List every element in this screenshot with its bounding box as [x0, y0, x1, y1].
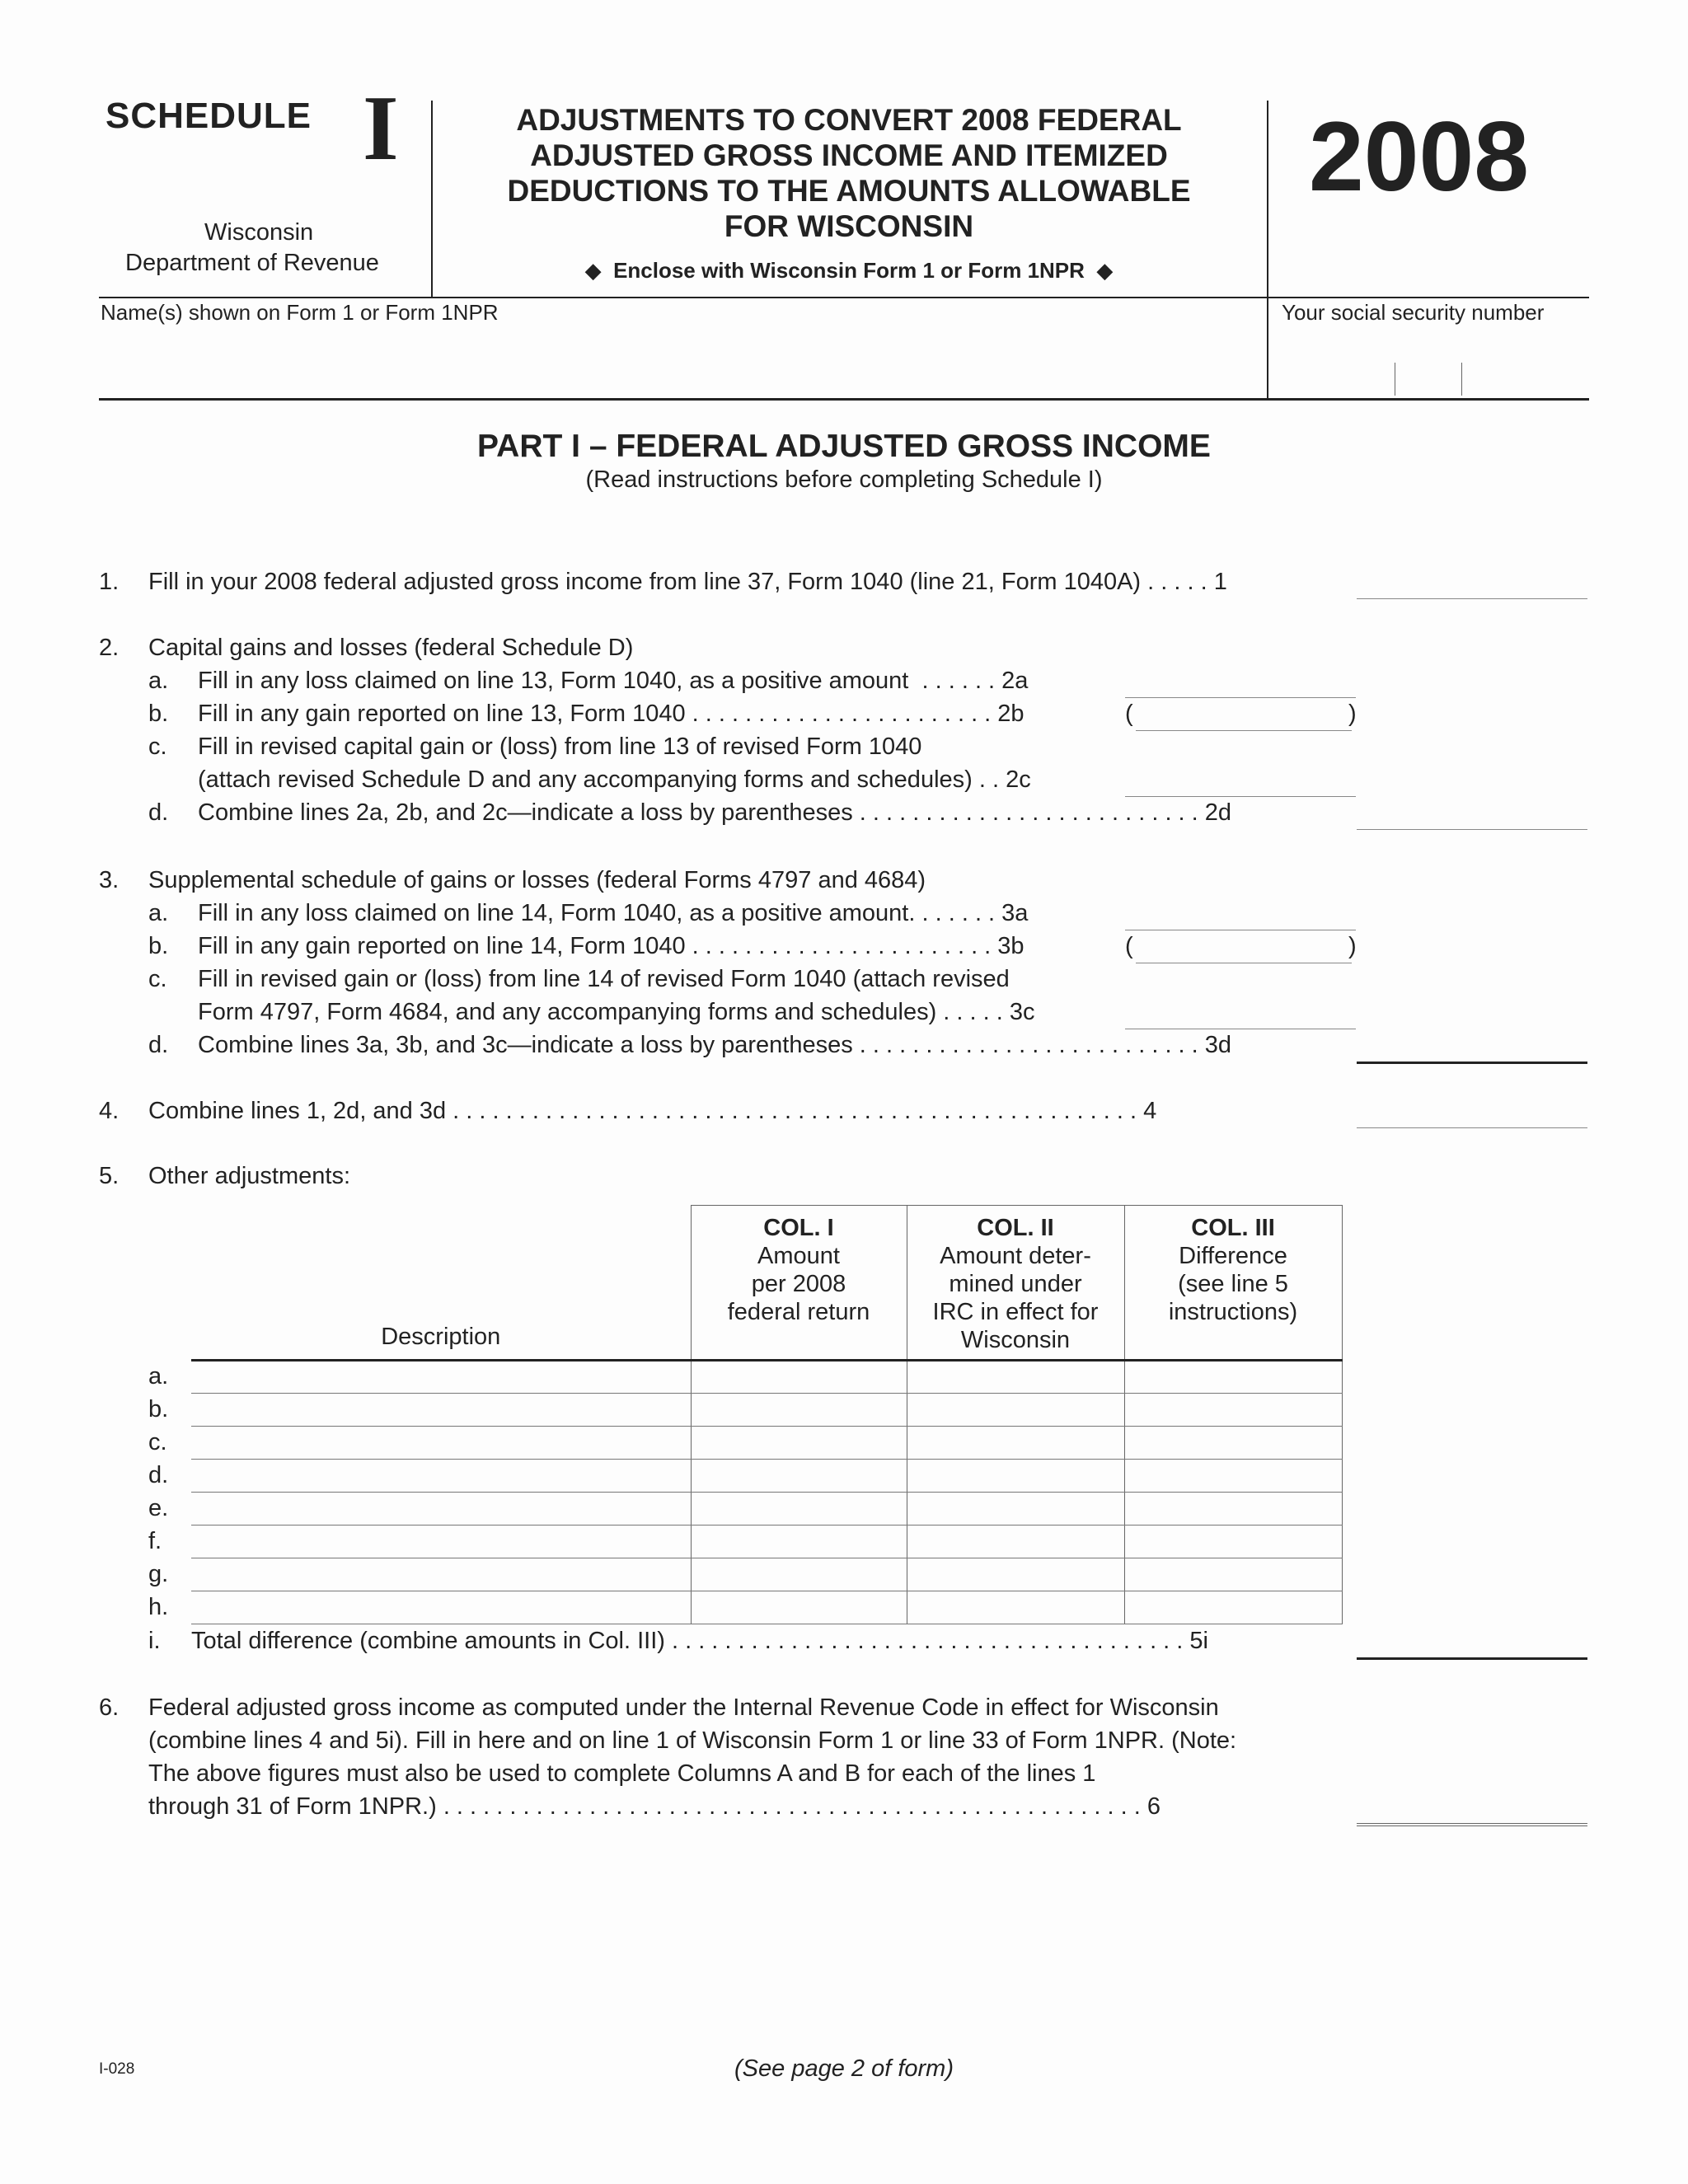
line-letter: a.	[148, 900, 169, 926]
line-letter: d.	[148, 799, 169, 826]
row-letter: f.	[148, 1528, 162, 1554]
line-letter: c.	[148, 966, 167, 992]
row-letter: a.	[148, 1363, 169, 1390]
table-row	[191, 1591, 1342, 1624]
description-cell[interactable]	[191, 1427, 691, 1460]
form-title	[437, 102, 1261, 244]
name-label: Name(s) shown on Form 1 or Form 1NPR	[101, 300, 499, 325]
paren-close: )	[1348, 933, 1357, 959]
col-3-cell[interactable]	[1124, 1394, 1342, 1427]
col-1-cell[interactable]	[691, 1427, 907, 1460]
header-rule	[99, 297, 1589, 298]
paren-open: (	[1125, 933, 1133, 959]
line-3d-label: Combine lines 3a, 3b, and 3c—indicate a loss by parentheses . . . . . . . . . . . . . . . . . . . . . . . . . . 3d	[198, 1032, 1232, 1058]
table-row	[191, 1361, 1342, 1394]
description-cell[interactable]	[191, 1493, 691, 1526]
title-line: ADJUSTED GROSS INCOME AND ITEMIZED	[530, 138, 1168, 172]
see-page-note: (See page 2 of form)	[734, 2055, 954, 2082]
col-2-cell[interactable]	[907, 1526, 1124, 1558]
line-letter: b.	[148, 933, 169, 959]
year: 2008	[1309, 101, 1529, 212]
diamond-icon: ◆	[1084, 258, 1114, 283]
col-1-header	[691, 1206, 907, 1361]
line-3c-label-cont: Form 4797, Form 4684, and any accompanying forms and schedules) . . . . . 3c	[198, 999, 1035, 1025]
col-3-cell[interactable]	[1124, 1361, 1342, 1394]
line-letter: c.	[148, 733, 167, 760]
line-5-label: Other adjustments:	[148, 1163, 350, 1189]
paren-open: (	[1125, 701, 1133, 727]
line-number: 3.	[99, 867, 120, 893]
col-2-cell[interactable]	[907, 1493, 1124, 1526]
line-3a-amount[interactable]	[1125, 900, 1356, 930]
part1-subtitle: (Read instructions before completing Schedule I)	[585, 466, 1103, 493]
line-4-amount[interactable]	[1357, 1098, 1587, 1128]
col-2-title: COL. II	[977, 1215, 1054, 1241]
col-1-line: Amount	[757, 1243, 840, 1269]
col-2-line: Wisconsin	[960, 1327, 1071, 1353]
col-2-cell[interactable]	[907, 1361, 1124, 1394]
col-3-cell[interactable]	[1124, 1558, 1342, 1591]
description-cell[interactable]	[191, 1394, 691, 1427]
line-2d-amount[interactable]	[1357, 799, 1587, 830]
col-2-header	[907, 1206, 1124, 1361]
row-letters	[148, 1362, 190, 1626]
line-5i-label: Total difference (combine amounts in Col. III) . . . . . . . . . . . . . . . . . . . . . . . . . . . . . . . . . . . . . . . 5i	[191, 1628, 1208, 1654]
title-line: DEDUCTIONS TO THE AMOUNTS ALLOWABLE	[507, 174, 1191, 208]
line-letter: a.	[148, 668, 169, 694]
paren-close: )	[1348, 701, 1357, 727]
col-2-cell[interactable]	[907, 1558, 1124, 1591]
col-3-title: COL. III	[1191, 1215, 1275, 1241]
description-cell[interactable]	[191, 1460, 691, 1493]
col-1-cell[interactable]	[691, 1526, 907, 1558]
line-3b-amount[interactable]	[1136, 933, 1352, 963]
line-1-amount[interactable]	[1357, 569, 1587, 599]
line-letter: d.	[148, 1032, 169, 1058]
col-2-cell[interactable]	[907, 1427, 1124, 1460]
line-number: 2.	[99, 635, 120, 661]
row-letter: e.	[148, 1495, 169, 1521]
description-cell[interactable]	[191, 1558, 691, 1591]
col-1-title: COL. I	[763, 1215, 834, 1241]
line-6-label-cont: through 31 of Form 1NPR.) . . . . . . . . . . . . . . . . . . . . . . . . . . . . . . . . . . . . . . . . . . . . . . . . . . . . . 6	[148, 1793, 1160, 1820]
col-1-cell[interactable]	[691, 1361, 907, 1394]
col-1-cell[interactable]	[691, 1394, 907, 1427]
line-6-label: Federal adjusted gross income as computed under the Internal Revenue Code in effect for Wisconsin	[148, 1694, 1219, 1721]
line-6-label-cont: (combine lines 4 and 5i). Fill in here and on line 1 of Wisconsin Form 1 or line 33 of Form 1NPR. (Note:	[148, 1727, 1237, 1754]
agency-line-1: Wisconsin	[204, 219, 314, 246]
diamond-icon: ◆	[584, 258, 614, 283]
col-2-cell[interactable]	[907, 1394, 1124, 1427]
name-field[interactable]	[101, 328, 1254, 396]
col-3-cell[interactable]	[1124, 1427, 1342, 1460]
col-3-header	[1124, 1206, 1342, 1361]
col-3-cell[interactable]	[1124, 1591, 1342, 1624]
col-2-line: mined under	[949, 1271, 1082, 1297]
description-cell[interactable]	[191, 1591, 691, 1624]
line-letter: b.	[148, 701, 169, 727]
description-header-label: Description	[381, 1324, 501, 1350]
col-3-line: Difference	[1179, 1243, 1287, 1269]
row-letter: h.	[148, 1594, 169, 1620]
header-divider-left	[431, 101, 433, 297]
line-2-label: Capital gains and losses (federal Schedule D)	[148, 635, 634, 661]
line-number: 6.	[99, 1694, 120, 1721]
description-header	[191, 1206, 691, 1361]
line-number: 5.	[99, 1163, 120, 1189]
table-row	[191, 1558, 1342, 1591]
line-number: 4.	[99, 1098, 120, 1124]
line-letter: i.	[148, 1628, 161, 1654]
table-row	[191, 1394, 1342, 1427]
ssn-separator	[1461, 363, 1462, 396]
line-6-amount[interactable]	[1357, 1793, 1587, 1826]
col-2-cell[interactable]	[907, 1460, 1124, 1493]
col-3-cell[interactable]	[1124, 1526, 1342, 1558]
schedule-letter: I	[363, 77, 399, 180]
line-1-label: Fill in your 2008 federal adjusted gross income from line 37, Form 1040 (line 21, Form 1040A) . . . . . 1	[148, 569, 1227, 595]
col-1-cell[interactable]	[691, 1558, 907, 1591]
line-2b-amount[interactable]	[1136, 701, 1352, 731]
col-2-cell[interactable]	[907, 1591, 1124, 1624]
row-letter: c.	[148, 1429, 167, 1455]
line-2c-label: Fill in revised capital gain or (loss) from line 13 of revised Form 1040	[198, 733, 922, 760]
table-row	[191, 1493, 1342, 1526]
adjustments-table	[191, 1205, 1343, 1624]
col-2-line: Amount deter-	[940, 1243, 1091, 1269]
line-5i-amount[interactable]	[1357, 1628, 1587, 1660]
line-2b-label: Fill in any gain reported on line 13, Form 1040 . . . . . . . . . . . . . . . . . . . . . . . 2b	[198, 701, 1025, 727]
col-1-cell[interactable]	[691, 1591, 907, 1624]
part1-title: PART I – FEDERAL ADJUSTED GROSS INCOME	[477, 429, 1211, 464]
row-letter: b.	[148, 1396, 169, 1422]
schedule-word: SCHEDULE	[106, 96, 312, 136]
ssn-field[interactable]	[1278, 328, 1582, 396]
col-1-line: federal return	[727, 1299, 870, 1325]
title-line: ADJUSTMENTS TO CONVERT 2008 FEDERAL	[516, 103, 1182, 137]
col-1-cell[interactable]	[691, 1460, 907, 1493]
table-row	[191, 1526, 1342, 1558]
row-letter: d.	[148, 1462, 169, 1488]
col-2-line: IRC in effect for	[932, 1299, 1099, 1325]
agency-line-2: Department of Revenue	[125, 250, 379, 276]
form-code: I-028	[99, 2060, 135, 2078]
line-2c-amount[interactable]	[1125, 766, 1356, 797]
enclose-text: Enclose with Wisconsin Form 1 or Form 1NPR	[613, 258, 1085, 283]
col-1-line: per 2008	[751, 1271, 846, 1297]
line-2c-label-cont: (attach revised Schedule D and any accompanying forms and schedules) . . 2c	[198, 766, 1031, 793]
line-3-label: Supplemental schedule of gains or losses (federal Forms 4797 and 4684)	[148, 867, 926, 893]
col-1-cell[interactable]	[691, 1493, 907, 1526]
line-3d-amount[interactable]	[1357, 1032, 1587, 1064]
line-3c-label: Fill in revised gain or (loss) from line 14 of revised Form 1040 (attach revised	[198, 966, 1010, 992]
ssn-label: Your social security number	[1282, 300, 1545, 325]
enclose-note	[437, 257, 1261, 284]
col-3-cell[interactable]	[1124, 1460, 1342, 1493]
line-number: 1.	[99, 569, 120, 595]
table-header-row	[191, 1206, 1342, 1361]
title-line: FOR WISCONSIN	[724, 209, 974, 243]
description-cell[interactable]	[191, 1526, 691, 1558]
table-row	[191, 1427, 1342, 1460]
line-2a-label: Fill in any loss claimed on line 13, Form 1040, as a positive amount . . . . . . 2a	[198, 668, 1029, 694]
col-3-line: (see line 5	[1178, 1271, 1288, 1297]
col-3-cell[interactable]	[1124, 1493, 1342, 1526]
line-3c-amount[interactable]	[1125, 999, 1356, 1029]
header-divider-right	[1267, 101, 1268, 400]
id-rule	[99, 398, 1589, 401]
table-row	[191, 1460, 1342, 1493]
line-3b-label: Fill in any gain reported on line 14, Form 1040 . . . . . . . . . . . . . . . . . . . . . . . 3b	[198, 933, 1025, 959]
line-3a-label: Fill in any loss claimed on line 14, Form 1040, as a positive amount. . . . . . . 3a	[198, 900, 1029, 926]
description-cell[interactable]	[191, 1361, 691, 1394]
line-6-label-cont: The above figures must also be used to complete Columns A and B for each of the lines 1	[148, 1760, 1096, 1787]
col-3-line: instructions)	[1168, 1299, 1298, 1325]
row-letter: g.	[148, 1561, 169, 1587]
line-4-label: Combine lines 1, 2d, and 3d . . . . . . . . . . . . . . . . . . . . . . . . . . . . . . . . . . . . . . . . . . . . . . . . . . . . 4	[148, 1098, 1157, 1124]
line-2a-amount[interactable]	[1125, 668, 1356, 698]
line-2d-label: Combine lines 2a, 2b, and 2c—indicate a loss by parentheses . . . . . . . . . . . . . . . . . . . . . . . . . . 2d	[198, 799, 1232, 826]
